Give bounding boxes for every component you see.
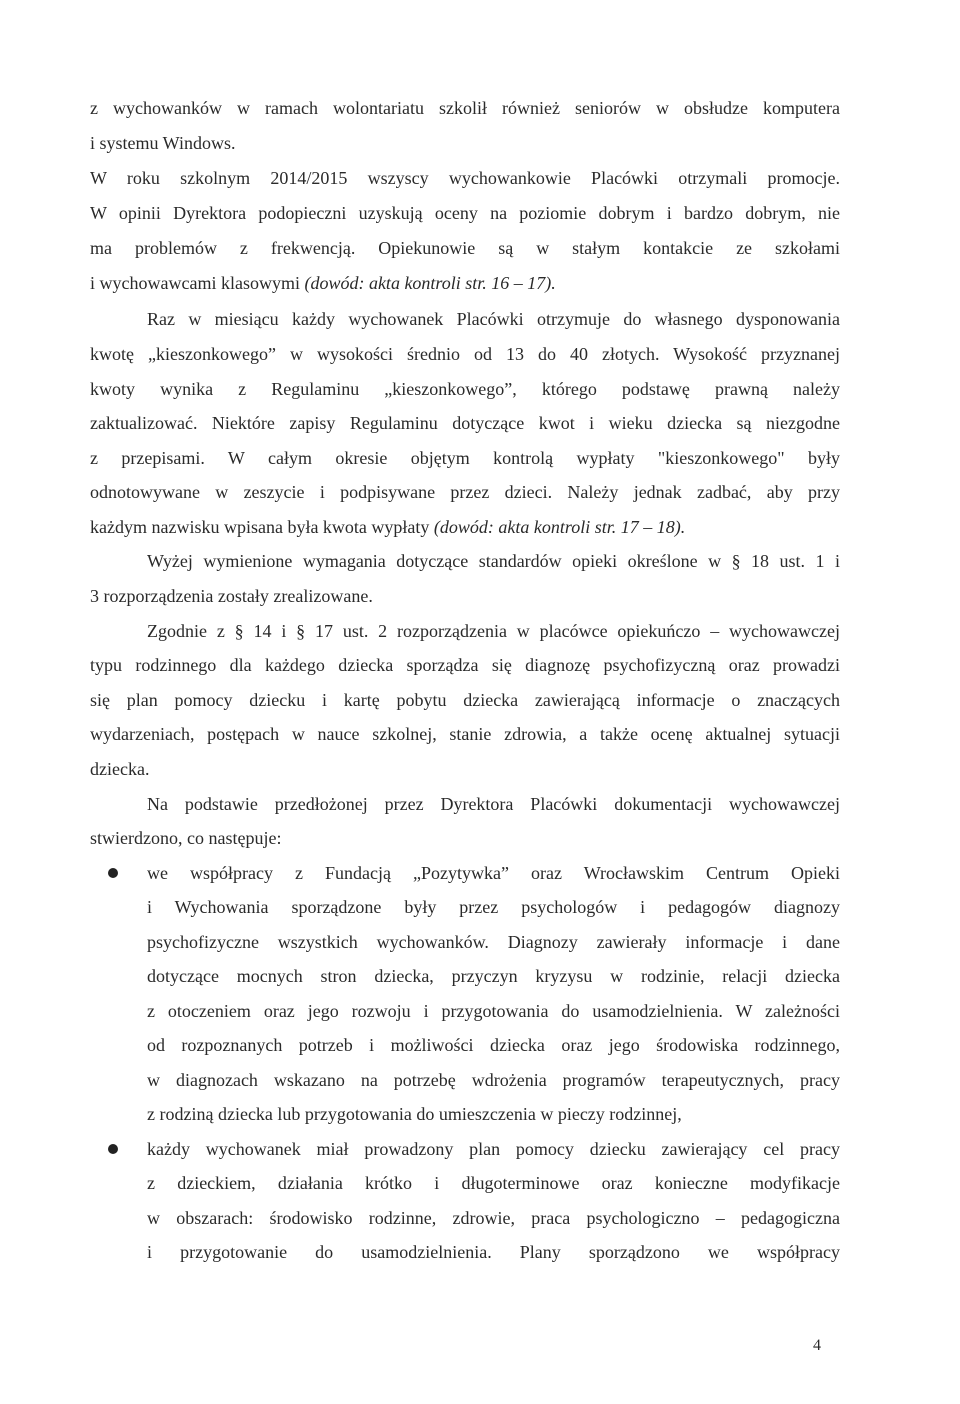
text-line: ma problemów z frekwencją. Opiekunowie są w stałym kontakcie ze szkołami [90, 238, 840, 258]
text-line: Wyżej wymienione wymagania dotyczące standardów opieki określone w § 18 ust. 1 i [147, 551, 840, 571]
text-span: i wychowawcami klasowymi [90, 273, 305, 293]
list-item-line: w obszarach: środowisko rodzinne, zdrowie, praca psychologiczno – pedagogiczna [147, 1208, 840, 1228]
text-line: z wychowanków w ramach wolontariatu szkolił również seniorów w obsłudze komputera [90, 98, 840, 118]
text-line: dziecka. [90, 759, 150, 779]
text-line: W roku szkolnym 2014/2015 wszyscy wychowankowie Placówki otrzymali promocje. [90, 168, 840, 188]
evidence-reference: (dowód: akta kontroli str. 17 – 18). [433, 517, 686, 537]
bullet-icon [108, 1144, 118, 1154]
text-line: Zgodnie z § 14 i § 17 ust. 2 rozporządzenia w placówce opiekuńczo – wychowawczej [147, 621, 840, 641]
text-line: zaktualizować. Niektóre zapisy Regulaminu dotyczące kwot i wieku dziecka są niezgodne [90, 413, 840, 433]
text-line: Na podstawie przedłożonej przez Dyrektora Placówki dokumentacji wychowawczej [147, 794, 840, 814]
text-line: z przepisami. W całym okresie objętym kontrolą wypłaty "kieszonkowego" były [90, 448, 840, 468]
list-item-line: z otoczeniem oraz jego rozwoju i przygotowania do usamodzielnienia. W zależności [147, 1001, 840, 1021]
text-line: stwierdzono, co następuje: [90, 828, 282, 848]
list-item-line: dotyczące mocnych stron dziecka, przyczyn kryzysu w rodzinie, relacji dziecka [147, 966, 840, 986]
list-item-line: z rodziną dziecka lub przygotowania do umieszczenia w pieczy rodzinnej, [147, 1104, 682, 1124]
list-item-line: każdy wychowanek miał prowadzony plan pomocy dziecku zawierający cel pracy [147, 1139, 840, 1159]
list-item-line: z dzieckiem, działania krótko i długoterminowe oraz konieczne modyfikacje [147, 1173, 840, 1193]
bullet-icon [108, 868, 118, 878]
text-line: W opinii Dyrektora podopieczni uzyskują oceny na poziomie dobrym i bardzo dobrym, nie [90, 203, 840, 223]
text-line: się plan pomocy dziecku i kartę pobytu dziecka zawierającą informacje o znaczących [90, 690, 840, 710]
text-line: wydarzeniach, postępach w nauce szkolnej, stanie zdrowia, a także ocenę aktualnej sytuacji [90, 724, 840, 744]
text-line: i systemu Windows. [90, 133, 236, 153]
text-line: kwotę „kieszonkowego” w wysokości średnio od 13 do 40 złotych. Wysokość przyznanej [90, 344, 840, 364]
list-item-line: od rozpoznanych potrzeb i możliwości dziecka oraz jego środowiska rodzinnego, [147, 1035, 840, 1055]
text-line: Raz w miesiącu każdy wychowanek Placówki otrzymuje do własnego dysponowania [147, 309, 840, 329]
page-number: 4 [813, 1337, 821, 1354]
list-item-line: i przygotowanie do usamodzielnienia. Plany sporządzono we współpracy [147, 1242, 840, 1262]
list-item-line: psychofizyczne wszystkich wychowanków. Diagnozy zawierały informacje i dane [147, 932, 840, 952]
text-line [90, 272, 840, 294]
text-line: kwoty wynika z Regulaminu „kieszonkowego”, którego podstawę prawną należy [90, 379, 840, 399]
text-line: 3 rozporządzenia zostały zrealizowane. [90, 586, 373, 606]
text-line: odnotowywane w zeszycie i podpisywane przez dzieci. Należy jednak zadbać, aby przy [90, 482, 840, 502]
list-item-line: we współpracy z Fundacją „Pozytywka” oraz Wrocławskim Centrum Opieki [147, 863, 840, 883]
list-item-line: i Wychowania sporządzone były przez psychologów i pedagogów diagnozy [147, 897, 840, 917]
text-line: typu rodzinnego dla każdego dziecka sporządza się diagnozę psychofizyczną oraz prowadzi [90, 655, 840, 675]
evidence-reference: (dowód: akta kontroli str. 16 – 17). [304, 273, 556, 293]
text-line [90, 516, 840, 538]
text-span: każdym nazwisku wpisana była kwota wypłaty [90, 517, 434, 537]
list-item-line: w diagnozach wskazano na potrzebę wdrożenia programów terapeutycznych, pracy [147, 1070, 840, 1090]
